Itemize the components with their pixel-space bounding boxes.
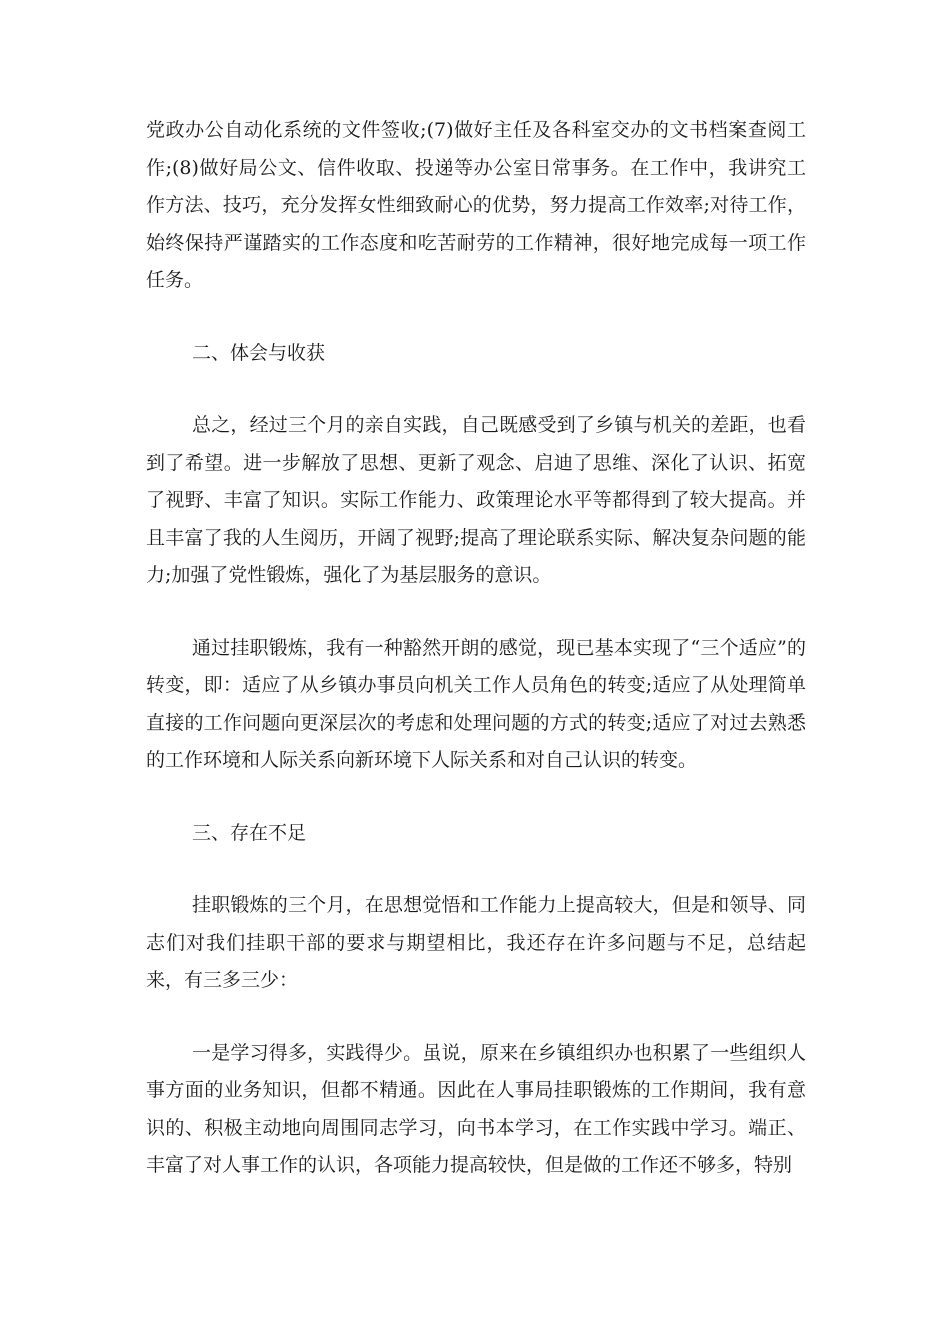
section-heading-2: 二、体会与收获 [192, 341, 326, 364]
paragraph: 挂职锻炼的三个月，在思想觉悟和工作能力上提高较大，但是和领导、同志们对我们挂职干部的要求与期望相比，我还存在许多问题与不足，总结起来，有三多三少： [146, 894, 806, 991]
document-body [146, 112, 806, 1185]
section-heading-3: 三、存在不足 [192, 821, 307, 844]
paragraph: 一是学习得多，实践得少。虽说，原来在乡镇组织办也积累了一些组织人事方面的业务知识，但都不精通。因此在人事局挂职锻炼的工作期间，我有意识的、积极主动地向周围同志学习，向书本学习，在工作实践中学习。端正、丰富了对人事工作的认识，各项能力提高较快，但是做的工作还不够多，特别 [146, 1041, 806, 1176]
paragraph: 总之，经过三个月的亲自实践，自己既感受到了乡镇与机关的差距，也看到了希望。进一步解放了思想、更新了观念、启迪了思维、深化了认识、拓宽了视野、丰富了知识。实际工作能力、政策理论水平等都得到了较大提高。并且丰富了我的人生阅历，开阔了视野;提高了理论联系实际、解决复杂问题的能力;加强了党性锻炼，强化了为基层服务的意识。 [146, 414, 806, 586]
paragraph-continued: 党政办公自动化系统的文件签收;(7)做好主任及各科室交办的文书档案查阅工作;(8)做好局公文、信件收取、投递等办公室日常事务。在工作中，我讲究工作方法、技巧，充分发挥女性细致耐心的优势，努力提高工作效率;对待工作，始终保持严谨踏实的工作态度和吃苦耐劳的工作精神，很好地完成每一项工作任务。 [146, 119, 806, 291]
paragraph: 通过挂职锻炼，我有一种豁然开朗的感觉，现已基本实现了“三个适应”的转变，即：适应了从乡镇办事员向机关工作人员角色的转变;适应了从处理简单直接的工作问题向更深层次的考虑和处理问题的方式的转变;适应了对过去熟悉的工作环境和人际关系向新环境下人际关系和对自己认识的转变。 [146, 636, 806, 771]
